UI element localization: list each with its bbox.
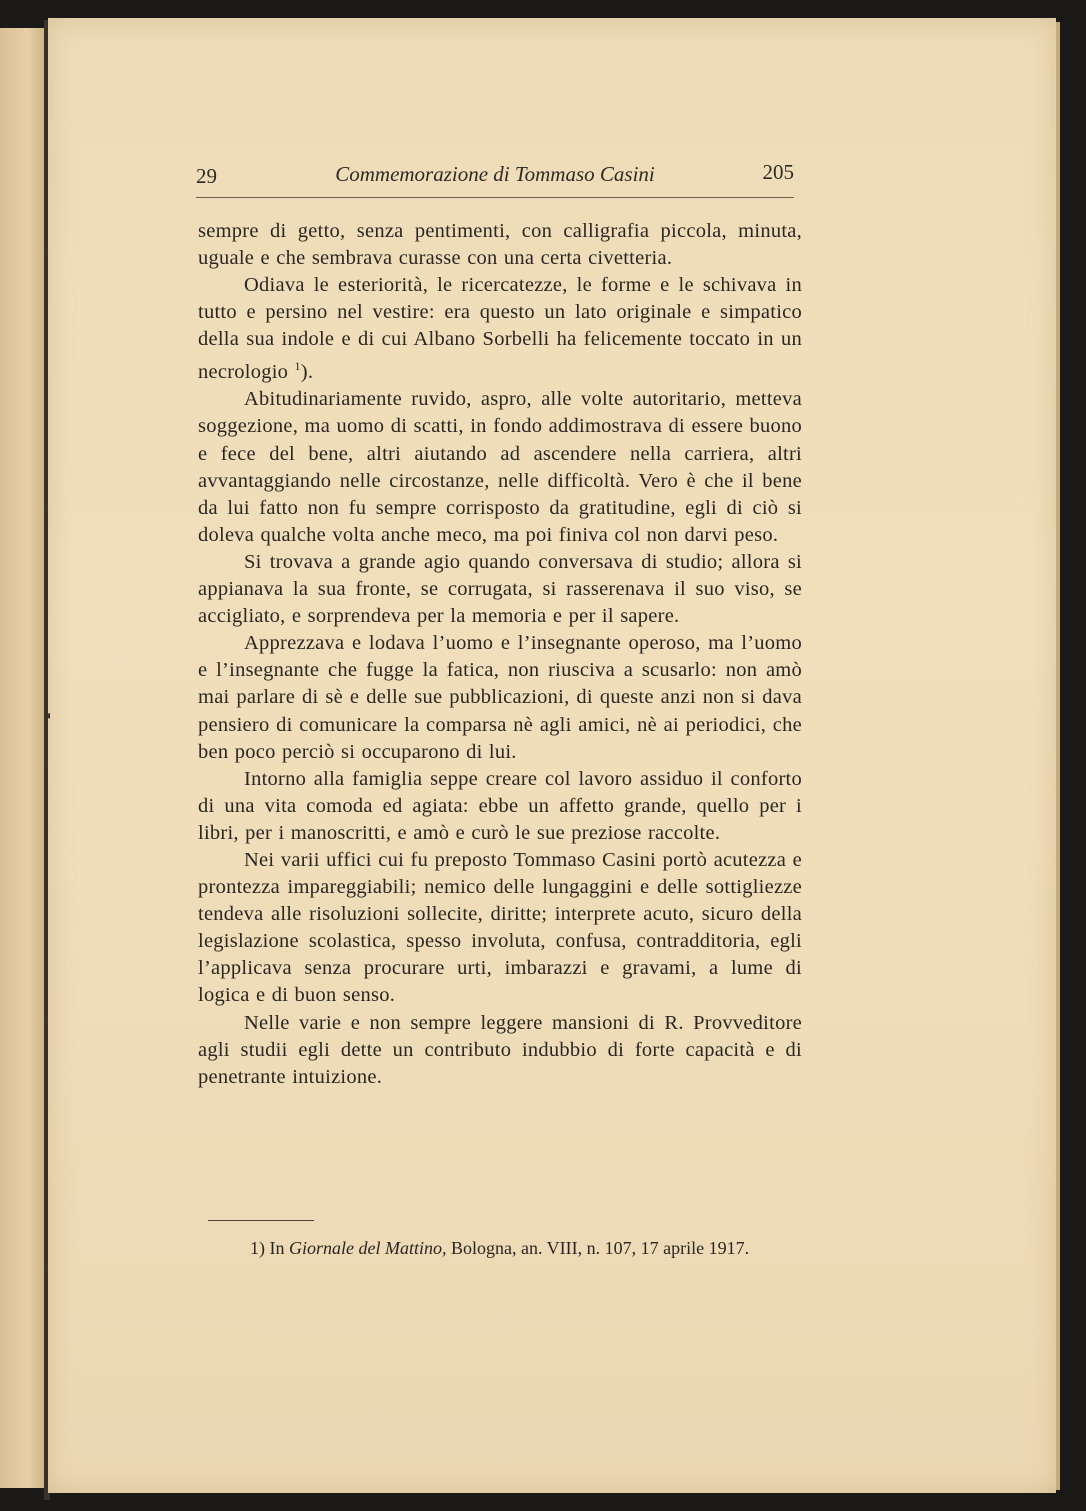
header-rule <box>196 197 794 198</box>
paragraph <box>198 272 802 386</box>
footnote-prefix: In <box>269 1238 285 1258</box>
footnote <box>250 1236 810 1260</box>
running-title: Commemorazione di Tommaso Casini <box>335 162 655 186</box>
margin-mark: ◂ <box>44 708 51 722</box>
footnote-journal: Giornale del Mattino, <box>289 1238 447 1258</box>
paragraph: Apprezzava e lodava l’uomo e l’insegnante operoso, ma l’uomo e l’insegnante che fugge la fatica, non riusciva a scusarlo: non amò mai parlare di sè e delle sue pubblicazioni, di queste anzi non si dava pensiero di comunicare la comparsa nè agli amici, nè ai periodici, che ben poco perciò si occuparono di lui. <box>198 632 802 763</box>
paragraph: Abitudinariamente ruvido, aspro, alle volte autoritario, metteva soggezione, ma uomo di scatti, in fondo addimostrava di essere buono e fece del bene, altri aiutando ad ascendere nella carriera, altri avvantaggiando nelle circostanze, nelle difficoltà. Vero è che il bene da lui fatto non fu sempre corrisposto da gratitudine, egli di ciò si doleva qualche volta anche meco, ma poi finiva col non darvi peso. <box>198 388 802 546</box>
footnote-reference: 1 <box>294 359 301 374</box>
paragraph-continuation: sempre di getto, senza pentimenti, con calligrafia piccola, minuta, uguale e che sembrava curasse con una certa civetteria. <box>198 220 802 270</box>
body-text <box>198 218 802 1091</box>
page-number-left: 29 <box>196 164 217 188</box>
paragraph: Nei varii uffici cui fu preposto Tommaso Casini portò acutezza e prontezza impareggiabili; nemico delle lungaggini e delle sottigliezze tendeva alle risoluzioni sollecite, diritte; interprete acuto, sicuro della legislazione scolastica, spesso involuta, confusa, contradditoria, egli l’applicava senza procurare urti, imbarazzi e gravami, a lume di logica e di buon senso. <box>198 848 802 1007</box>
paragraph-text: Odiava le esteriorità, le ricercatezze, le forme e le schivava in tutto e persino nel vestire: era questo un lato originale e simpatico della sua indole e di cui Albano Sorbelli ha felicemente toccato in un necrologio <box>198 274 802 384</box>
footnote-marker: 1) <box>250 1238 265 1258</box>
footnote-reference-close: ). <box>300 361 314 384</box>
previous-page-edge <box>0 28 47 1488</box>
page-header <box>196 160 794 190</box>
footnote-citation: Bologna, an. VIII, n. 107, 17 aprile 1917. <box>450 1238 750 1258</box>
page-right-edge <box>1056 22 1060 1490</box>
paragraph: Nelle varie e non sempre leggere mansioni di R. Provveditore agli studii egli dette un contributo indubbio di forte capacità e di penetrante intuizione. <box>198 1011 802 1088</box>
footnote-rule <box>208 1220 314 1221</box>
paragraph: Intorno alla famiglia seppe creare col lavoro assiduo il conforto di una vita comoda ed agiata: ebbe un affetto grande, quello per i libri, per i manoscritti, e amò e curò le sue preziose raccolte. <box>198 767 802 844</box>
page-number-right: 205 <box>762 160 794 184</box>
paragraph: Si trovava a grande agio quando conversava di studio; allora si appianava la sua fronte, se corrugata, si rasserenava il suo viso, se accigliato, e sorprendeva per la memoria e per il sapere. <box>198 550 802 628</box>
